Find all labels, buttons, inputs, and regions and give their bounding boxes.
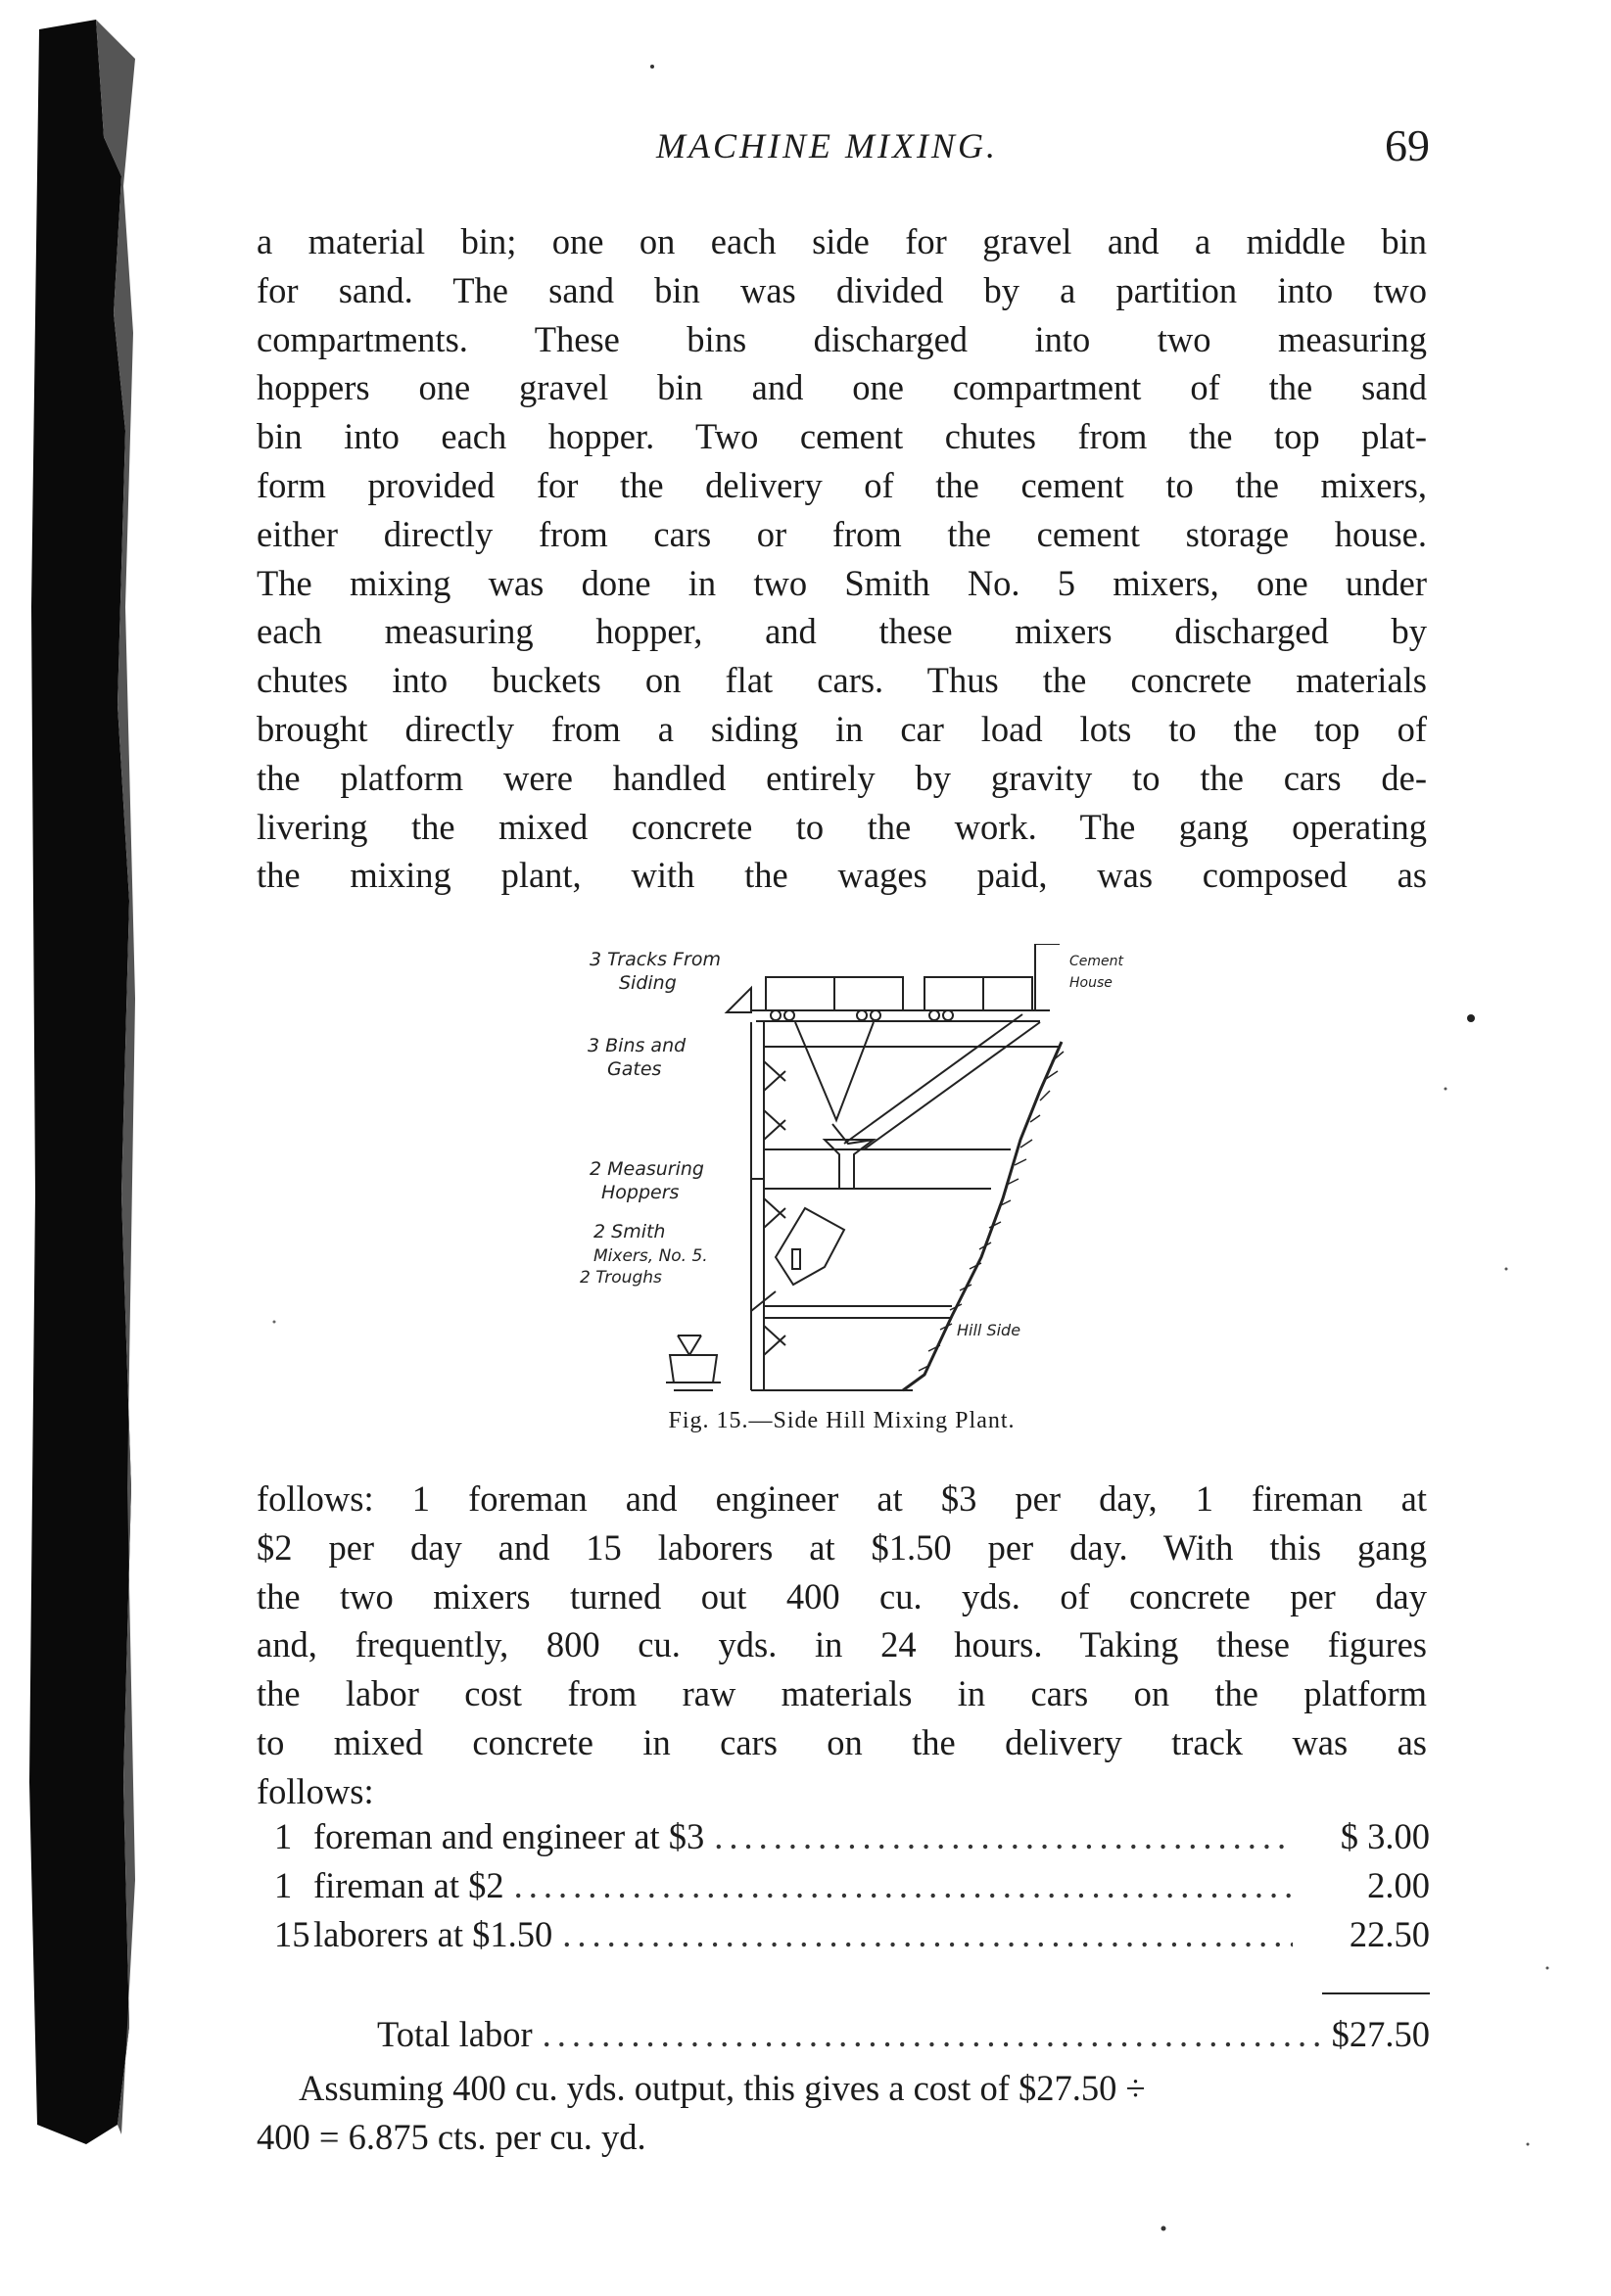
text-line: the labor cost from raw materials in cars on the platform [257, 1673, 1427, 1714]
text-line: 400 = 6.875 cts. per cu. yd. [257, 2117, 646, 2157]
label-troughs: 2 Troughs [580, 1268, 662, 1288]
cost-amount: 22.50 [1349, 1914, 1430, 1954]
cost-qty: 1 [274, 1816, 293, 1856]
cost-description: laborers at $1.50 [313, 1914, 553, 1954]
figure-caption: Fig. 15.—Side Hill Mixing Plant. [668, 1408, 1016, 1433]
text-line: compartments. These bins discharged into two measuring [257, 318, 1427, 359]
label-mixers: Mixers, No. 5. [593, 1246, 708, 1266]
running-head: MACHINE MIXING. [656, 126, 998, 165]
cost-description: foreman and engineer at $3 [313, 1816, 705, 1856]
label-house: House [1069, 975, 1113, 991]
text-line: bin into each hopper. Two cement chutes from the top plat- [257, 416, 1427, 457]
text-line: form provided for the delivery of the cement to the mixers, [257, 464, 1427, 505]
text-line: the two mixers turned out 400 cu. yds. of concrete per day [257, 1575, 1427, 1617]
text-line: Assuming 400 cu. yds. output, this gives a cost of $27.50 ÷ [299, 2068, 1146, 2108]
text-line: the platform were handled entirely by gravity to the cars de- [257, 757, 1427, 798]
label-smith: 2 Smith [593, 1221, 666, 1242]
total-amount: $27.50 [1331, 2014, 1430, 2054]
cost-amount: $ 3.00 [1340, 1816, 1430, 1856]
text-line: The mixing was done in two Smith No. 5 mixers, one under [257, 562, 1427, 603]
cost-qty: 15 [274, 1914, 310, 1954]
cost-qty: 1 [274, 1865, 293, 1905]
label-measuring: 2 Measuring [590, 1158, 704, 1180]
text-line: chutes into buckets on flat cars. Thus the concrete materials [257, 660, 1427, 701]
text-line: for sand. The sand bin was divided by a partition into two [257, 269, 1427, 310]
text-line: either directly from cars or from the cement storage house. [257, 513, 1427, 554]
label-cement: Cement [1069, 954, 1124, 969]
label-bins: 3 Bins and [588, 1035, 687, 1056]
text-line: each measuring hopper, and these mixers discharged by [257, 611, 1427, 652]
text-line: hoppers one gravel bin and one compartment of the sand [257, 367, 1427, 408]
label-siding: Siding [619, 972, 677, 994]
label-tracks: 3 Tracks From [590, 949, 721, 970]
text-line: a material bin; one on each side for gravel and a middle bin [257, 221, 1427, 261]
text-line: to mixed concrete in cars on the delivery track was as [257, 1721, 1427, 1762]
label-hoppers: Hoppers [601, 1182, 680, 1203]
label-hill-side: Hill Side [957, 1321, 1021, 1339]
text-line: follows: 1 foreman and engineer at $3 per day, 1 fireman at [257, 1478, 1427, 1519]
text-line: livering the mixed concrete to the work. The gang operating [257, 806, 1427, 847]
text-line: and, frequently, 800 cu. yds. in 24 hours. Taking these figures [257, 1624, 1427, 1665]
text-line: brought directly from a siding in car load lots to the top of [257, 708, 1427, 749]
text-line: the mixing plant, with the wages paid, was composed as [257, 855, 1427, 896]
label-gates: Gates [607, 1058, 662, 1080]
page-number: 69 [1385, 120, 1430, 170]
text-line: $2 per day and 15 laborers at $1.50 per day. With this gang [257, 1526, 1427, 1568]
cost-description: fireman at $2 [313, 1865, 504, 1905]
total-label: Total labor [377, 2014, 533, 2054]
cost-amount: 2.00 [1367, 1865, 1430, 1905]
text-line: follows: [257, 1770, 374, 1811]
